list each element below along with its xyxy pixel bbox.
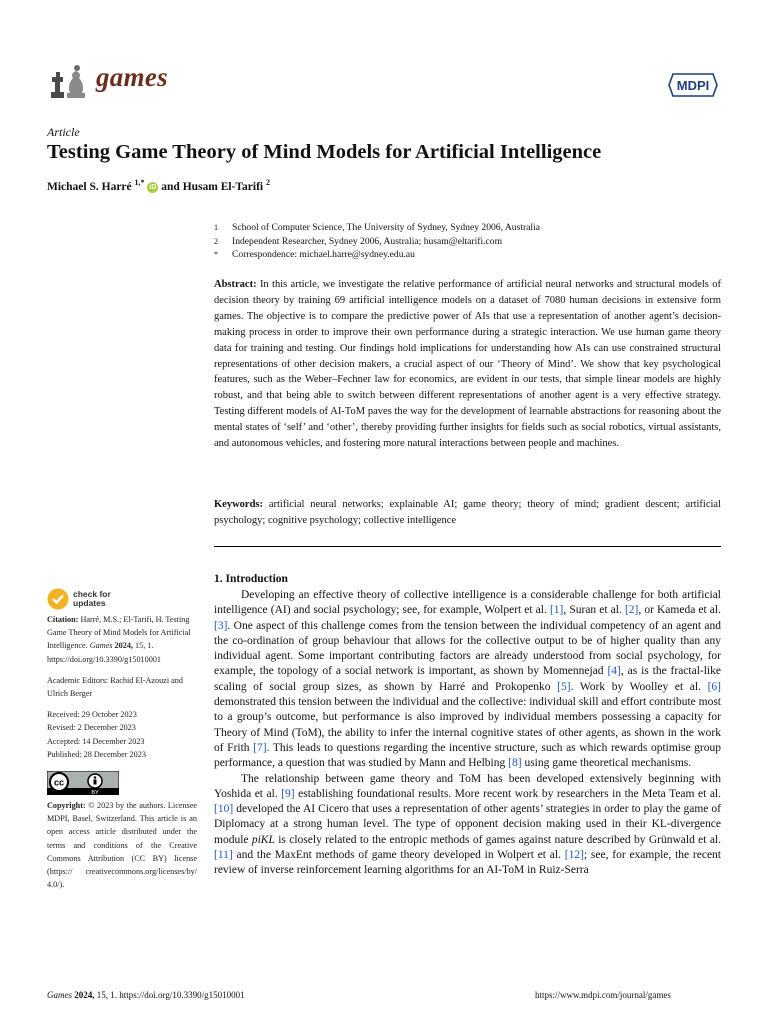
published-date: Published: 28 December 2023 [47, 749, 146, 759]
svg-text:MDPI: MDPI [676, 78, 710, 93]
footer-citation: Games 2024, 15, 1. https://doi.org/10.3390/g15010001 [47, 990, 245, 1000]
orcid-icon[interactable]: iD [149, 183, 157, 191]
svg-text:cc: cc [53, 777, 65, 788]
svg-text:BY: BY [91, 790, 99, 796]
author-affiliation-mark: 2 [265, 178, 270, 187]
section-body [214, 588, 721, 879]
keywords-text: artificial neural networks; explainable AI; game theory; theory of mind; gradient descent; artificial psychology; cognitive psychology; collective intelligence [214, 499, 722, 526]
keywords-label: Keywords: [214, 499, 263, 510]
abstract [214, 277, 721, 452]
citation-link[interactable]: [8] [508, 757, 522, 770]
keywords [214, 497, 721, 529]
footer-journal-url[interactable]: https://www.mdpi.com/journal/games [535, 990, 671, 1000]
article-info-sidebar [47, 613, 197, 891]
affiliation-item: 2 Independent Researcher, Sydney 2006, Australia; husam@eltarifi.com [214, 235, 503, 247]
footer-doi-link[interactable]: 15, 1. https://doi.org/10.3390/g15010001 [96, 990, 245, 1000]
paper-title: Testing Game Theory of Mind Models for Artificial Intelligence [47, 141, 602, 163]
revised-date: Revised: 2 December 2023 [47, 723, 136, 733]
citation-link[interactable]: [4] [607, 665, 621, 678]
check-for-updates-button[interactable]: check for updates [47, 588, 111, 610]
journal-logo-icon [47, 62, 91, 100]
abstract-label: Abstract: [214, 279, 257, 290]
article-type: Article [47, 125, 80, 139]
abstract-text: In this article, we investigate the relative performance of artificial neural networks and structural models of decision theory by training 69 artificial intelligence models on a dataset of 7080 human decisions in extensive form games. The objective is to compare the predictive power of AIs that use a representation of another agent’s decision-making process in order to improve their own performance during a strategic interaction. We use human game theory data for training and testing. Our findings hold implications for understanding how AIs can use constrained structural representations of other decision makers, a crucial aspect of our ‘Theory of Mind’. We show that key psychological features, such as the Weber–Fechner law for economics, are evident in our tests, that simple linear models are highly robust, and that being able to switch between different representations of another agent is a very effective strategy. Testing different models of AI-ToM paves the way for the development of learnable abstractions for reasoning about the mental states of ‘self’ and ‘other’, thereby providing further insights for fields such as social robotics, virtual assistants, and autonomous vehicles, and fostering more natural interactions between people and machines. [214, 279, 721, 450]
citation-link[interactable]: [11] [214, 849, 233, 862]
accepted-date: Accepted: 14 December 2023 [47, 736, 145, 746]
citation-link[interactable]: [1] [549, 604, 564, 617]
citation-doi-link[interactable]: 15, 1. https://doi.org/10.3390/g15010001 [47, 641, 162, 664]
section-divider [214, 546, 721, 547]
citation-link[interactable]: [12] [564, 849, 584, 862]
citation-link[interactable]: [9] [281, 787, 295, 800]
section-heading: 1. Introduction [214, 573, 288, 585]
author-name: Husam El-Tarifi [182, 180, 264, 193]
received-date: Received: 29 October 2023 [47, 710, 137, 720]
affiliation-item: 1 School of Computer Science, The University of Sydney, Sydney 2006, Australia [214, 222, 541, 233]
citation-link[interactable]: [6] [707, 680, 721, 693]
mdpi-logo-icon [667, 72, 719, 98]
citation: Citation: Harré, M.S.; El-Tarifi, H. Testing Game Theory of Mind Models for Artificial Intelligence. Games 2024, 15, 1. https://doi.org/10.3390/g15010001 [47, 615, 191, 664]
copyright-notice: Copyright: © 2023 by the authors. Licensee MDPI, Basel, Switzerland. This article is an open access article distributed under the terms and conditions of the Creative Commons Attribution (CC BY) license (https:// creativecommons.org/licenses/by/ 4.0/). [47, 801, 198, 890]
paragraph: The relationship between game theory and ToM has been developed extensively beginning with Yoshida et al. [9] establishing foundational results. More recent work by researchers in the Meta Team et al. [10] developed the AI Cicero that uses a representation of other agents’ strategies in order to play the game of Diplomacy at a strong human level. The type of opponent decision making used in their KL-divergence module piKL is closely related to the entropic methods of games against nature described by Grünwald et al. [11] and the MaxEnt methods of game theory developed in Wolpert et al. [12]; see, for example, the recent review of inverse reinforcement learning algorithms for an AI-ToM in Ruiz-Serra [214, 772, 721, 877]
citation-link[interactable]: [7] [253, 741, 267, 754]
author-connector: and [161, 180, 180, 193]
author-list [47, 178, 270, 193]
check-updates-icon [47, 588, 69, 610]
correspondence-item: * Correspondence: michael.harre@sydney.edu.au [214, 249, 415, 260]
cc-by-license-icon[interactable] [47, 771, 119, 795]
citation-link[interactable]: [10] [214, 803, 234, 816]
citation-link[interactable]: [3] [214, 619, 228, 632]
academic-editors: Academic Editors: Rachid El-Azouzi and Ulrich Berger [47, 675, 183, 699]
affiliations [214, 221, 540, 262]
citation-link[interactable]: [5] [557, 680, 571, 693]
paragraph: Developing an effective theory of collective intelligence is a considerable challenge for both artificial intelligence (AI) and social psychology; see, for example, Wolpert et al. [1], Suran et al. [2], or Kameda et al. [3]. One aspect of this challenge comes from the tension between the individual competency of an agent and the co-ordination of group behaviour that allows for the collective output to be of higher quality than any individual agent. Some important contributing factors are already understood from social psychology, for example, the topology of a social network is important, as shown by Momennejad [4], as is the fractal-like scaling of social group sizes, as shown by Harré and Prokopenko [5]. Work by Woolley et al. [6] demonstrated this tension between the individual and the collective: individual skill and effort contribute most to a group’s outcome, but performance is also improved by individual members possessing a capacity for Theory of Mind (ToM), the ability to infer the internal cognitive states of other agents, as shown in the work of Frith [7]. This leads to questions regarding the incentive structure, such as which rewards optimise group performance, a question that was studied by Mann and Helbing [8] using game theoretical mechanisms. [214, 589, 721, 770]
journal-name: games [96, 62, 168, 92]
citation-link[interactable]: [2] [624, 604, 639, 617]
author-affiliation-mark: 1,* [134, 178, 145, 187]
author-name: Michael S. Harré [47, 180, 132, 193]
